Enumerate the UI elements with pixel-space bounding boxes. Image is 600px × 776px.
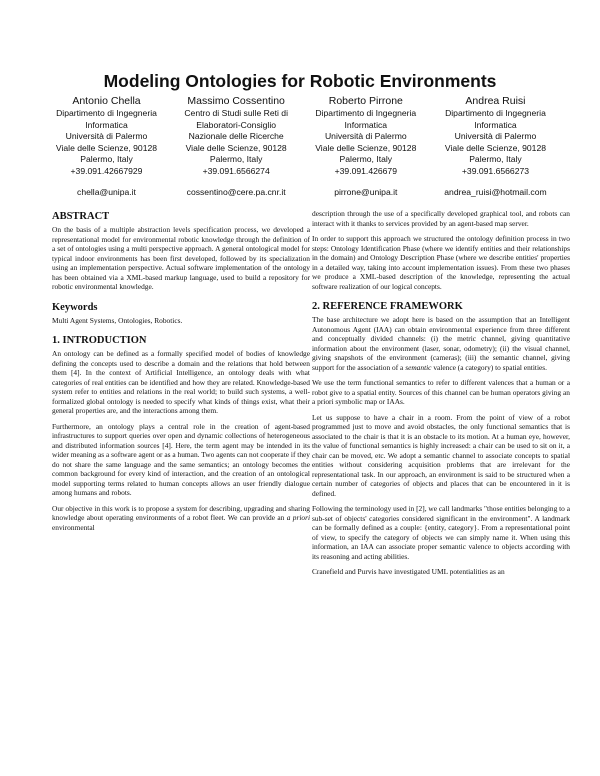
intro-paragraph: An ontology can be defined as a formally specified model of bodies of knowledge defining the concepts used to describe a domain and the relations that hold between them [4]. In the context of Artificial Intelligence, an ontology deals with what categories of real entities can be identified and how they are related. Knowledge-based system refer to entities and relations in the real world; to build such systems, a well-formalized global ontology is needed to specify what kinds of things exist, what their general properties are, and the interactions among them.	[52, 349, 310, 415]
abstract-heading: ABSTRACT	[52, 211, 110, 222]
intro-paragraph	[52, 504, 310, 533]
author-address: Palermo, Italy	[209, 154, 263, 165]
author-block	[44, 95, 558, 198]
abstract-text: On the basis of a multiple abstraction levels specification process, we developed a representational model for environmental robotic knowledge through the definition of a set of ontologies using a multi perspective approach. A general ontological model for typical indoor environments has been first developed, followed by its specialization using an implementation perspective. Actual software implementation of the ontology has been obtained via a XML-based markup language, used to build a repository for robotic environmental knowledge.	[52, 225, 310, 291]
text-run: valence (a category) to spatial entities.	[431, 362, 547, 372]
author-name: Andrea Ruisi	[465, 95, 526, 107]
author-address: Viale delle Scienze, 90128	[315, 142, 417, 153]
body-paragraph: description through the use of a specifically developed graphical tool, and robots can interact with it thanks to services provided by an agent-based map server.	[312, 209, 570, 228]
author-name: Roberto Pirrone	[328, 95, 403, 107]
author-address: Palermo, Italy	[80, 154, 133, 165]
author-email: chella@unipa.it	[77, 186, 136, 197]
author-affiliation: Elaboratori-Consiglio	[196, 119, 277, 130]
author-affiliation: Dipartimento di Ingegneria	[445, 108, 546, 118]
author-phone: +39.091.426679	[334, 165, 397, 176]
author-affiliation: Nazionale delle Ricerche	[188, 131, 284, 142]
author-phone: +39.091.42667929	[70, 165, 143, 176]
author-address: Viale delle Scienze, 90128	[444, 142, 547, 153]
author-address: Viale delle Scienze, 90128	[185, 142, 287, 153]
body-paragraph: Following the terminology used in [2], we call landmarks "those entities belonging to a sub-set of objects' categories considered significant in the environment". A landmark can be formally defined as a couple: {entity, category}. From a representational point of view, to specify the category of objects we can simply name it. When using this information, an IAA can associate proper semantic valence to objects according with its reasoning and acting abilities.	[312, 504, 570, 561]
emphasis-text: a priori	[286, 513, 310, 522]
text-run: environmental	[52, 522, 95, 532]
intro-paragraph: Furthermore, an ontology plays a central role in the creation of agent-based infrastructures to support queries over open and dynamic collections of heterogeneous and distributed information sources [4]. Here, the term agent may be intended in its wider meaning as a software agent or as a human. Two agents can not cooperate if they do not share the same language and the same semantics; an ontology becomes the common background for every kind of interaction, and the creation of an ontological model supporting terms related to human concepts allows an user friendly dialogue among humans and robots.	[52, 421, 310, 497]
author-address: Palermo, Italy	[469, 154, 522, 165]
introduction-heading: 1. INTRODUCTION	[52, 335, 147, 346]
reference-framework-heading: 2. REFERENCE FRAMEWORK	[312, 301, 463, 312]
author-affiliation: Dipartimento di Ingegneria	[56, 108, 157, 118]
author-4	[433, 95, 558, 198]
author-affiliation: Informatica	[474, 119, 517, 130]
keywords-text: Multi Agent Systems, Ontologies, Robotics.	[52, 315, 183, 325]
body-paragraph: We use the term functional semantics to refer to different valences that a human or a robot give to a spatial entity. Sources of this channel can be human operators giving an a priori symbolic map or IAAs.	[312, 378, 570, 406]
author-affiliation: Università di Palermo	[324, 131, 407, 142]
author-3	[303, 95, 428, 198]
text-run: Our objective in this work is to propose a system for describing, upgrading and sharing knowledge about operating environments of a robot fleet. We can provide an	[52, 503, 310, 522]
author-2	[174, 95, 299, 198]
right-column	[312, 209, 570, 583]
author-affiliation: Informatica	[344, 119, 388, 130]
body-paragraph: In order to support this approach we structured the ontology definition process in two steps: Ontology Identification Phase (where we identify entities and their relationships in the domain) and Ontology Description Phase (where we describe entities' properties in a detailed way, taking into account implementation issues). From these two phases we produce a XML-based description of the knowledge, representing the actual software realization of our logical concepts.	[312, 234, 570, 291]
author-email: andrea_ruisi@hotmail.com	[444, 186, 547, 197]
author-name: Massimo Cossentino	[187, 95, 285, 107]
body-paragraph: Let us suppose to have a chair in a room. From the point of view of a robot programmed just to move and avoid obstacles, the only functional semantics that is associated to the chair is that it is an obstacle to its motion. At a human eye, however, the value of functional semantics is highly increased: a chair can be used to sit on it, a chair can be moved, etc. We adopt a semantic channel to associate concepts to spatial entities without considering acquisition problems that are irrelevant for the representational task. In our approach, an environment is said to be structured when a certain number of categories of objects and places that can be encountered in it is defined.	[312, 412, 570, 498]
author-phone: +39.091.6566273	[461, 165, 530, 176]
author-email: pirrone@unipa.it	[334, 186, 398, 197]
text-run: The base architecture we adopt here is based on the assumption that an Intelligent Autonomous Agent (IAA) can obtain environmental experience from three different and conceptually divided channels: (i) the metric channel, giving quantitative information about the environment (laser, sonar, odometry); (ii) the visual channel, giving snapshots of the environment (cameras); (iii) the semantic channel, giving support for the association of a	[312, 315, 570, 372]
author-1	[44, 95, 169, 198]
author-affiliation: Università di Palermo	[454, 131, 537, 142]
author-name: Antonio Chella	[72, 95, 141, 107]
author-affiliation: Informatica	[85, 119, 128, 130]
author-affiliation: Università di Palermo	[65, 131, 148, 142]
author-address: Viale delle Scienze, 90128	[55, 142, 158, 153]
body-paragraph	[312, 315, 570, 372]
paper-title: Modeling Ontologies for Robotic Environments	[103, 71, 497, 91]
left-column	[52, 211, 310, 538]
body-paragraph: Cranefield and Purvis have investigated UML potentialities as an	[312, 567, 505, 576]
author-affiliation: Dipartimento di Ingegneria	[315, 108, 417, 118]
author-phone: +39.091.6566274	[202, 165, 270, 176]
author-address: Palermo, Italy	[339, 154, 393, 165]
author-affiliation: Centro di Studi sulle Reti di	[184, 108, 288, 118]
author-email: cossentino@cere.pa.cnr.it	[186, 186, 286, 197]
emphasis-text: semantic	[405, 362, 432, 372]
keywords-heading: Keywords	[52, 301, 98, 313]
